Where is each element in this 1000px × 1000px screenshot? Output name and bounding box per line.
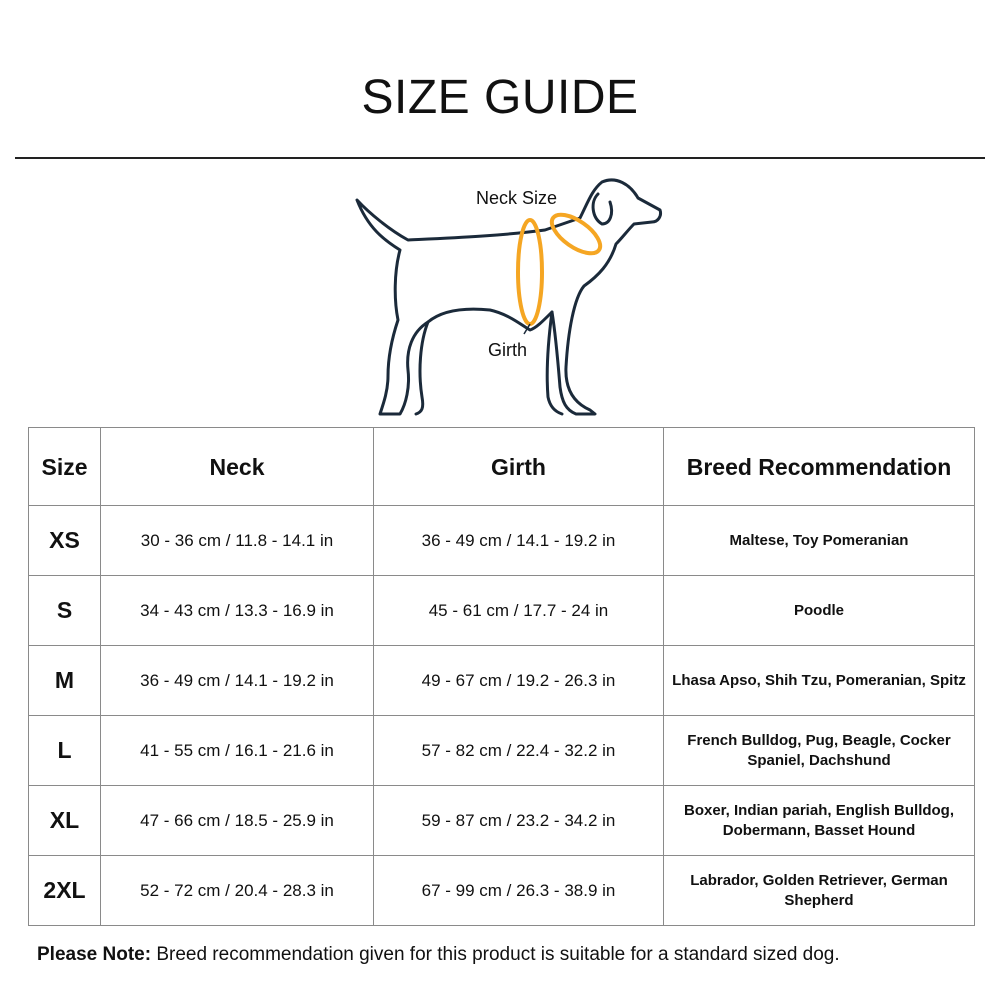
girth-cell: 45 - 61 cm / 17.7 - 24 in: [374, 576, 664, 646]
size-cell: S: [29, 576, 101, 646]
breed-cell: Lhasa Apso, Shih Tzu, Pomeranian, Spitz: [664, 646, 975, 716]
header-girth: Girth: [374, 428, 664, 506]
size-cell: L: [29, 716, 101, 786]
table-row: [29, 576, 975, 646]
breed-cell: Maltese, Toy Pomeranian: [664, 506, 975, 576]
girth-measure-ring: [518, 220, 542, 324]
table-row: [29, 646, 975, 716]
breed-cell: Labrador, Golden Retriever, German Shepherd: [664, 856, 975, 926]
table-header-row: [29, 428, 975, 506]
neck-cell: 34 - 43 cm / 13.3 - 16.9 in: [101, 576, 374, 646]
girth-cell: 36 - 49 cm / 14.1 - 19.2 in: [374, 506, 664, 576]
footnote-label: Please Note:: [37, 944, 152, 965]
header-size: Size: [29, 428, 101, 506]
size-cell: XL: [29, 786, 101, 856]
table-row: [29, 506, 975, 576]
neck-size-label: Neck Size: [476, 188, 558, 208]
dog-measurement-figure: [340, 172, 680, 422]
header-neck: Neck: [101, 428, 374, 506]
dog-back-leg: [416, 322, 428, 414]
footnote-text: Breed recommendation given for this product is suitable for a standard sized dog.: [151, 944, 840, 965]
size-cell: M: [29, 646, 101, 716]
girth-cell: 49 - 67 cm / 19.2 - 26.3 in: [374, 646, 664, 716]
footnote: [37, 944, 840, 966]
girth-cell: 67 - 99 cm / 26.3 - 38.9 in: [374, 856, 664, 926]
breed-cell: Boxer, Indian pariah, English Bulldog, Dobermann, Basset Hound: [664, 786, 975, 856]
header-breed: Breed Recommendation: [664, 428, 975, 506]
neck-cell: 47 - 66 cm / 18.5 - 25.9 in: [101, 786, 374, 856]
breed-cell: French Bulldog, Pug, Beagle, Cocker Spaniel, Dachshund: [664, 716, 975, 786]
size-cell: XS: [29, 506, 101, 576]
title-divider: [15, 157, 985, 159]
girth-cell: 59 - 87 cm / 23.2 - 34.2 in: [374, 786, 664, 856]
table-row: [29, 716, 975, 786]
dog-outline: [357, 180, 661, 414]
neck-cell: 30 - 36 cm / 11.8 - 14.1 in: [101, 506, 374, 576]
dog-illustration: [340, 172, 680, 422]
girth-cell: 57 - 82 cm / 22.4 - 32.2 in: [374, 716, 664, 786]
page-title: SIZE GUIDE: [361, 71, 639, 124]
size-table: [28, 427, 975, 926]
neck-measure-ring: [546, 207, 607, 260]
neck-cell: 41 - 55 cm / 16.1 - 21.6 in: [101, 716, 374, 786]
neck-cell: 36 - 49 cm / 14.1 - 19.2 in: [101, 646, 374, 716]
girth-label: Girth: [488, 340, 528, 360]
breed-cell: Poodle: [664, 576, 975, 646]
dog-ear: [593, 194, 612, 224]
size-cell: 2XL: [29, 856, 101, 926]
table-row: [29, 786, 975, 856]
table-row: [29, 856, 975, 926]
neck-cell: 52 - 72 cm / 20.4 - 28.3 in: [101, 856, 374, 926]
